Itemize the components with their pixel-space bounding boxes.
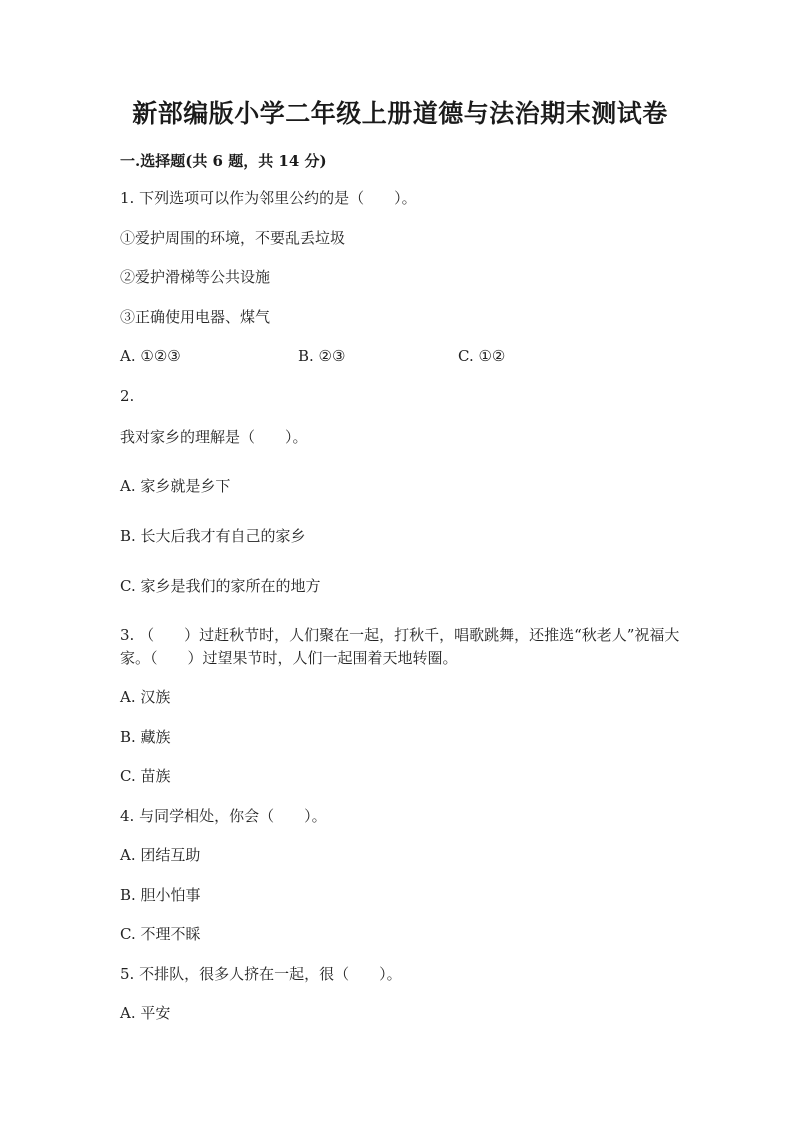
question-3-option-b: B. 藏族: [120, 728, 171, 746]
question-5-stem: 5. 不排队，很多人挤在一起，很（ ）。: [120, 965, 402, 983]
question-3-stem: 3. （ ）过赶秋节时，人们聚在一起，打秋千，唱歌跳舞，还推选“秋老人”祝福大家。（ ）过望果节时，人们一起围着天地转圈。: [120, 626, 680, 667]
question-1-stem: 1. 下列选项可以作为邻里公约的是（ ）。: [120, 189, 417, 207]
question-1-item-2: ②爱护滑梯等公共设施: [120, 268, 271, 286]
question-2-number: 2.: [120, 387, 135, 405]
question-4-option-c: C. 不理不睬: [120, 925, 201, 943]
question-1-item-1: ①爱护周围的环境，不要乱丢垃圾: [120, 229, 346, 247]
page-title: 新部编版小学二年级上册道德与法治期末测试卷: [132, 99, 668, 128]
question-5-option-a: A. 平安: [120, 1004, 171, 1022]
question-3-option-c: C. 苗族: [120, 767, 171, 785]
section-heading: 一.选择题(共 6 题，共 14 分): [120, 152, 327, 170]
question-1-option-c: C. ①②: [458, 347, 506, 365]
question-2-stem: 我对家乡的理解是（ ）。: [120, 428, 308, 446]
question-4-option-b: B. 胆小怕事: [120, 886, 201, 904]
question-4-option-a: A. 团结互助: [120, 846, 201, 864]
question-1-item-3: ③正确使用电器、煤气: [120, 308, 271, 326]
question-3-option-a: A. 汉族: [120, 688, 171, 706]
question-2-option-a: A. 家乡就是乡下: [120, 477, 231, 495]
question-4-stem: 4. 与同学相处，你会（ ）。: [120, 807, 327, 825]
question-2-option-c: C. 家乡是我们的家所在的地方: [120, 577, 321, 595]
question-1-option-a: A. ①②③: [120, 347, 181, 365]
question-2-option-b: B. 长大后我才有自己的家乡: [120, 527, 306, 545]
question-1-option-b: B. ②③: [298, 347, 346, 365]
